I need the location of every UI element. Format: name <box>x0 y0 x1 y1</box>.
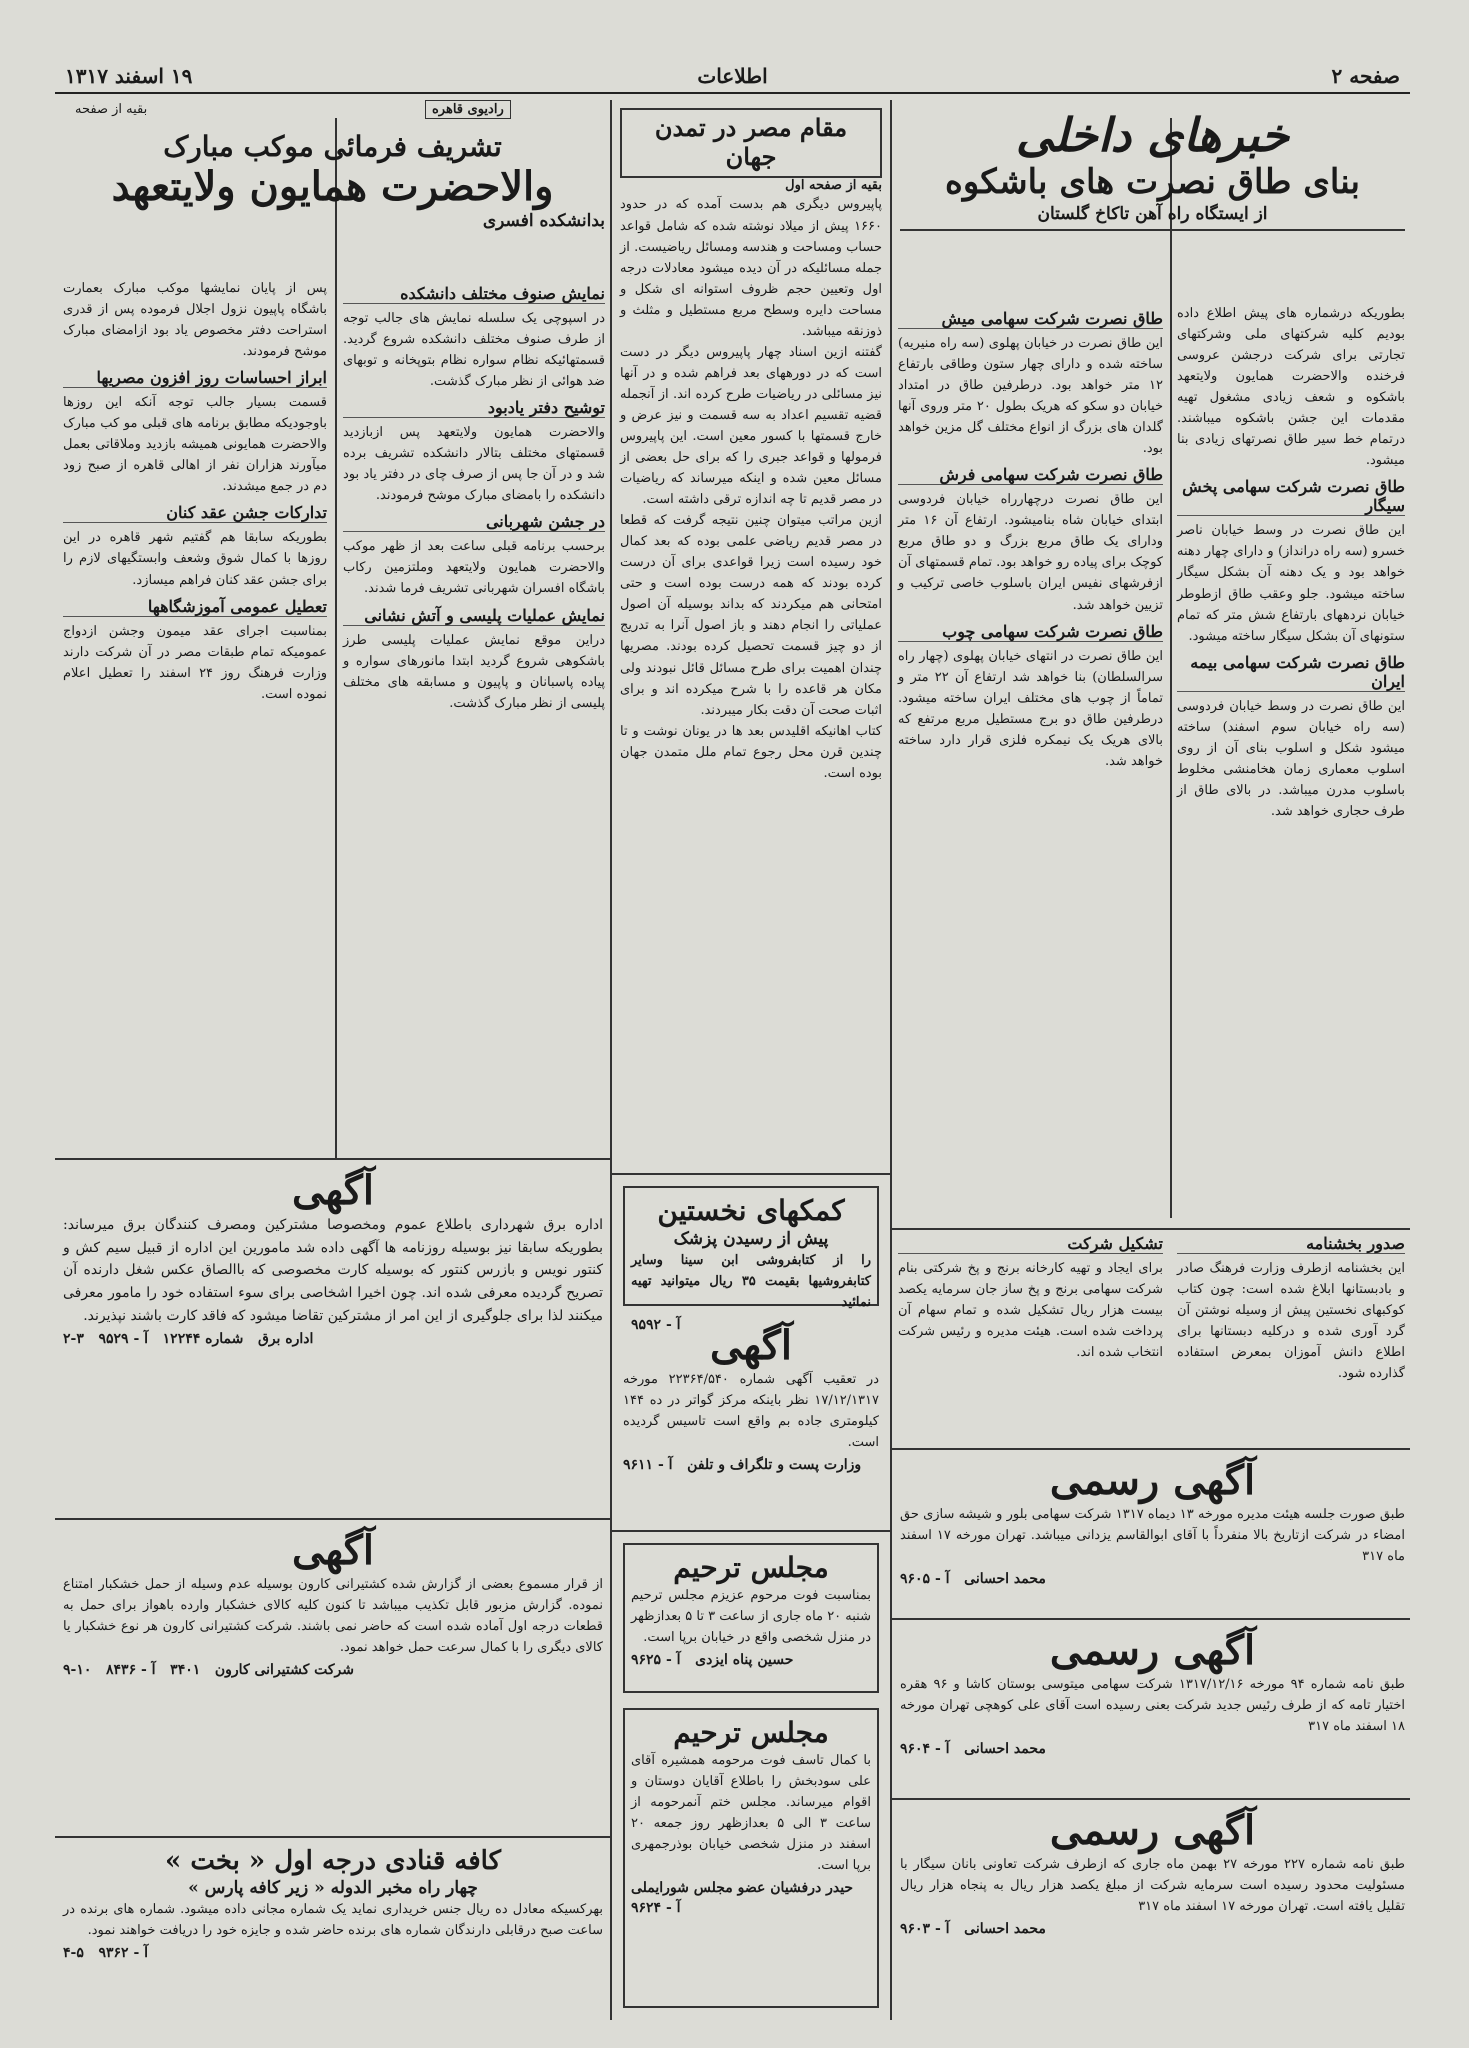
ad-body: از قرار مسموع بعضی از گزارش شده کشتیرانی کارون بوسیله عدم وسیله از حمل خشکبار امتناع نموده. گزارش مزبور قابل تکذیب میباشد تا کنون کلیه کالای خشکبار وارده باهواز برای حمل به قطعات درجه اول آماده شده است که حاضر نمی باشند. شرکت کشتیرانی کارون هر نوع خشکبار یا کالای دیگری را با کمال سرعت حمل خواهد نمود. <box>63 1577 603 1656</box>
ad-sequence: ۳-۲ <box>63 1331 84 1348</box>
section-body: این طاق نصرت در خیابان پهلوی (سه راه منیریه) ساخته شده و دارای چهار ستون وطاقی بارتفاع ۱۲ متر خواهد بود. درطرفین طاق در امتداد خیابان دو سکو که هریک بطول ۲۰ متر وروی آنها گلدان های بزرگ از انواع مختلف گل مزین خواهد بود. <box>898 336 1163 457</box>
article-left-a <box>343 278 605 1148</box>
notice-code: آ - ۹۶۰۴ <box>900 1741 950 1758</box>
ad-code: آ - ۹۵۹۲ <box>631 1316 681 1333</box>
ad-number: شماره ۱۲۲۴۴ <box>162 1331 244 1348</box>
ad-title: آگهی <box>292 1167 374 1214</box>
headline: مقام مصر در تمدن جهان <box>620 108 882 178</box>
notice-title: آگهی رسمی <box>1049 1457 1256 1504</box>
memorial-body: با کمال تاسف فوت مرحومه همشیره آقای علی سودبخش را باطلاع آقایان دوستان و اقوام میرساند. مجلس ختم آنمرحومه از ساعت ۳ الی ۵ بعدازظهر روز جمعه ۲۰ اسفند در منزل شخصی خیابان بوذرجمهری برپا است. <box>631 1752 871 1873</box>
notice-code: آ - ۹۶۰۵ <box>900 1571 950 1588</box>
issue-date: ۱۹ اسفند ۱۳۱۷ <box>65 64 193 88</box>
section-title: ابراز احساسات روز افزون مصریها <box>63 368 327 388</box>
book-title: کمکهای نخستین <box>657 1194 845 1227</box>
ad-code: آ - ۹۶۲۴ <box>631 1899 681 1916</box>
section-body: این طاق نصرت در وسط خیابان ناصر خسرو (سه راه درانداز) و دارای چهار دهنه خواهد بود و یک دهنه آن بشکل سیگار ساخته میشود. جلو وعقب طاق ازطوطر خیابان نردههای بارتفاع شش متر که تمام ستونهای آن بشکل سیگار ساخته میشود. <box>1177 523 1405 644</box>
section-title: نمایش صنوف مختلف دانشکده <box>343 284 605 304</box>
ad-code: آ - ۹۶۲۵ <box>631 1651 681 1668</box>
post-telegraph-notice <box>623 1323 879 1518</box>
notice-body: طبق نامه شماره ۹۴ مورخه ۱۳۱۷/۱۲/۱۶ شرکت سهامی میتوسی بوستان کاشا و ۹۶ هقره اختیار تامه که از طرف رئیس جدید شرکت بعنی رسیده است آقای علی کوهچی تهران مورخه ۱۸ اسفند ماه ۳۱۷ <box>900 1677 1405 1735</box>
notice-body: طبق نامه شماره ۲۲۷ مورخه ۲۷ بهمن ماه جاری که ازطرف شرکت تعاونی بانان سیگار با مسئولیت محدود رسیده است سرمایه شرکت از مبلغ یکصد هزار ریال به پنجاه هزار ریال تقلیل یافته است. تهران مورخه ۱۷ اسفند ماه ۳۱۷ <box>900 1857 1405 1915</box>
ad-number: ۳۴۰۱ <box>170 1662 201 1679</box>
official-notice-3 <box>900 1808 1405 2008</box>
notice-title: آگهی رسمی <box>1049 1627 1256 1674</box>
ad-signature: اداره برق <box>257 1331 314 1348</box>
section-title: طاق نصرت شرکت سهامی چوب <box>898 622 1163 642</box>
section-divider <box>890 1448 1410 1450</box>
book-author: پیش از رسیدن پزشک <box>673 1228 829 1249</box>
memorial-notice-1 <box>623 1543 879 1693</box>
section-body: در اسپوچی یک سلسله نمایش های جالب توجه از طرف صنوف مختلف دانشکده شروع گردید. قسمتهائیکه نظام سواره نظام بتوپخانه و توبهای ضد هوائی از نظر مبارک گذشت. <box>343 311 605 390</box>
memorial-title: مجلس ترحیم <box>673 1716 829 1749</box>
ad-code: آ - ۸۴۳۶ <box>106 1662 156 1679</box>
section-title: صدور بخشنامه <box>1177 1234 1405 1254</box>
cafe-address: چهار راه مخبر الدوله « زیر کافه پارس » <box>188 1878 478 1899</box>
official-notice-1 <box>900 1458 1405 1608</box>
page-number: صفحه ۲ <box>1331 64 1400 88</box>
article-intro: بطوریکه درشماره های پیش اطلاع داده بودیم کلیه شرکتهای ملی وشرکتهای تجارتی برای شرکت درجشن عروسی فرخنده والاحضرت همایون ولایتعهد باشکوه و شعف زیادی مشغول تهیه مقدمات این جشن باشکوه میباشند. درتمام خط سیر طاق نصرتهای زیادی بنا میشود. <box>1177 306 1405 469</box>
left-lead-header <box>60 130 605 270</box>
article-paragraph: ازین مراتب میتوان چنین نتیجه گرفت که قطعا در مصر قدیم ریاضی علمی بوده که بعد کمال خود رسیده است زیرا قواعدی برای آن درست کرده بودند که همه درست بوده است و حتی امتحانی هم میکردند که بداند بوسیله آن اصول عملیاتی را انجام دهند و باز اصول آنرا به تدریج از دو چیز قسمت تحصیل کرده بودند. مصریها چندان اهمیت برای طرح مسائل قائل نبودند ولی مکان هر قاعده را با شرح میکرده اند و برای اثبات صحت آن دقت بکار میبردند. <box>620 513 882 718</box>
notice-signature: محمد احسانی <box>964 1741 1046 1758</box>
section-title: طاق نصرت شرکت سهامی بیمه ایران <box>1177 653 1405 692</box>
memorial-signature: حیدر درفشیان عضو مجلس شورایملی <box>631 1879 854 1896</box>
article-right-b <box>898 303 1163 1213</box>
headline: والاحضرت همایون ولایتعهد <box>111 162 554 210</box>
section-body: بمناسبت اجرای عقد میمون وجشن ازدواج عمومیکه تمام طبقات مصر در آن شرکت دارند وزارت فرهنگ روز ۲۴ اسفند را تعطیل اعلام نموده است. <box>63 623 328 702</box>
section-body: بطوریکه سابقا هم گفتیم شهر قاهره در این روزها با کمال شوق وشعف وابستگیهای لازم را برای جشن عقد کنان فراهم میسازد. <box>63 530 327 588</box>
masthead <box>55 58 1410 94</box>
paper-name: اطلاعات <box>697 64 768 88</box>
notice-signature: محمد احسانی <box>964 1571 1046 1588</box>
book-advertisement <box>623 1186 879 1333</box>
section-body: این طاق نصرت درچهارراه خیابان فردوسی ابتدای خیابان شاه بنامیشود. ارتفاع آن ۱۶ متر ودارای یک طاق مربع بزرگ و دو طاق مربع کوچک برای پیاده رو خواهد بود. تمام قسمتهای آن ازفرشهای نفیس ایران باسلوب خاصی ترکیب و تزیین خواهد شد. <box>898 492 1163 613</box>
ad-title: آگهی <box>710 1322 792 1369</box>
memorial-body: بمناسبت فوت مرحوم عزیزم مجلس ترحیم شنبه ۲۰ ماه جاری از ساعت ۳ تا ۵ بعدازظهر در منزل شخصی واقع در خیابان برپا است. <box>631 1587 871 1645</box>
company-formation-notice <box>898 1228 1163 1438</box>
article-paragraph: گفتنه ازین اسناد چهار پاپیروس دیگر در دست است که در دورههای بعد فراهم شده و در آنها نیز مسائلی در ریاضیات طرح کرده اند. از آنجمله قضیه تقسیم اعداد به سه قسمت و نیز عرض و خارج قسمتها با کسور معین است. این پاپیروس فرمولها و قواعد جبری را که برای حل بعضی از مسائل معین شده و اینکه میرساند که ریاضیات در مصر قدیم تا چه اندازه ترقی داشته است. <box>620 344 882 508</box>
article-left-b <box>63 278 327 1148</box>
ad-signature: وزارت پست و تلگراف و تلفن <box>687 1457 862 1474</box>
notice-body: طبق صورت جلسه هیئت مدیره مورخه ۱۳ دیماه ۱۳۱۷ شرکت سهامی بلور و شیشه سازی حق امضاء در شرکت ازتاریخ بالا منفرداً با آقای ابوالقاسم یزدانی میباشد. تهران مورخه ۱۷ اسفند ماه ۳۱۷ <box>900 1507 1405 1565</box>
section-body: این طاق نصرت در انتهای خیابان پهلوی (چهار راه سرالسلطان) بنا خواهد شد ارتفاع آن ۲۲ متر و تماماً از چوب های مختلف ایران ساخته میشود. درطرفین طاق دو برج مستطیل مربع مرتفع که بالای هریک یک نیمکره فلزی قرار دارد ساخته خواهد شد. <box>898 648 1163 769</box>
section-title: تدارکات جشن عقد کنان <box>63 503 327 523</box>
section-body: قسمت بسیار جالب توجه آنکه این روزها باوجودیکه مطابق برنامه های قبلی مو کب مبارک والاحضرت همایونی همیشه بازدید وملاقاتی بعمل میآورند هزاران نفر از اهالی قاهره از صبح زود دم در جمع میشدند. <box>63 395 327 495</box>
section-title: تشکیل شرکت <box>898 1234 1163 1254</box>
column-rule <box>335 118 337 1158</box>
subhead: بدانشکده افسری <box>482 210 605 231</box>
article-intro: پس از پایان نمایشها موکب مبارک بعمارت باشگاه پاپیون نزول اجلال فرموده پس از قدری استراحت دفتر مخصوص یاد بود ازامضای مبارک موشح فرمودند. <box>63 281 327 360</box>
notice-signature: محمد احسانی <box>964 1921 1046 1938</box>
column-rule <box>610 100 612 2020</box>
headline: بنای طاق نصرت های باشکوه <box>945 162 1360 202</box>
section-title: طاق نصرت شرکت سهامی فرش <box>898 465 1163 485</box>
ad-body: اداره برق شهرداری باطلاع عموم ومخصوصا مشترکین ومصرف کنندگان برق میرساند: بطوریکه سابقا نیز بوسیله روزنامه ها آگهی داده شد مامورین این اداره از قبیل سیم کش و کنتور نویس و بازرس کنتور که بوسیله کارت مخصوصی که باالصاق عکس شغل دارنده آن تصریح گردیده معرفی شده اند. چون اخیرا اشخاصی برای سوء استفاده خود را مامور معرفی میکنند لذا برای جلوگیری از این امر از مشترکین تقاضا میشود که فاقد کارت باشند نپذیرند. <box>63 1217 603 1324</box>
book-body: را از کتابفروشی ابن سینا وسایر کتابفروشیها بقیمت ۳۵ ریال میتوانید تهیه نمائید <box>631 1252 871 1310</box>
official-notice-2 <box>900 1628 1405 1788</box>
memorial-signature: حسین پناه ایزدی <box>695 1651 794 1668</box>
memorial-title: مجلس ترحیم <box>673 1551 829 1584</box>
continued-tag: بقیه از صفحه <box>75 102 148 117</box>
section-divider <box>55 1158 610 1160</box>
column-rule <box>890 100 892 2020</box>
tag-radio: رادیوی قاهره <box>425 100 511 119</box>
section-body: این بخشنامه ازطرف وزارت فرهنگ صادر و بادبستانها ابلاغ شده است: چون کتاب کوکبهای نخستین پیش از وسیله نوشتن آن گرد آوری شده و درکلیه دبستانها برای اطلاع دانش آموزان بمعرض استفاده گذارده شود. <box>1177 1261 1405 1382</box>
section-body: دراین موقع نمایش عملیات پلیسی طرز باشکوهی شروع گردید ابتدا مانورهای سواره و پیاده پاسبانان و پاپیون و مسابقه های مختلف پلیسی از نظر مبارک گذشت. <box>343 632 605 711</box>
section-body: برای ایجاد و تهیه کارخانه برنج و پخ شرکتی بنام شرکت سهامی برنج و پخ ساز جان سرمایه یکصد بیست هزار ریال تشکیل شده و تمام سهام آن پرداخت شده است. هیئت مدیره و رئیس شرکت انتخاب شده اند. <box>898 1261 1163 1361</box>
article-paragraph: کتاب اهانیکه اقلیدس بعد ها در یونان نوشت و تا چندین قرن محل رجوع تمام ملل متمدن جهان بوده است. <box>620 723 882 781</box>
section-body: برحسب برنامه قبلی ساعت بعد از ظهر موکب والاحضرت همایون ولایتعهد وملتزمین رکاب باشگاه افسران شهربانی تشریف فرما شدند. <box>343 539 605 597</box>
section-divider <box>610 1173 890 1175</box>
section-divider <box>55 1836 610 1838</box>
notice-code: آ - ۹۶۰۳ <box>900 1921 950 1938</box>
kicker: تشریف فرمائی موکب مبارک <box>163 130 502 163</box>
article-middle <box>620 108 882 1168</box>
cafe-title: کافه قنادی درجه اول « بخت » <box>165 1846 501 1876</box>
electricity-office-notice <box>63 1168 603 1508</box>
article-paragraph: پاپیروس دیگری هم بدست آمده که در حدود ۱۶۶۰ پیش از میلاد نوشته شده که شامل قواعد حساب ومساحت و هندسه ومسائل ریاضیست. از جمله مسائلیکه در آن دیده میشود معادلات درجه اول وتعیین حجم ظروف استوانه ای شکل و مساحت دایره وسطح مربع مستطیل و مثلث و ذوزنقه میباشد. <box>620 197 882 339</box>
ad-code: آ - ۹۳۶۲ <box>98 1945 149 1962</box>
ad-code: آ - ۹۵۲۹ <box>98 1331 149 1348</box>
section-title: توشیح دفتر یادبود <box>343 398 605 418</box>
section-title: در جشن شهربانی <box>343 512 605 532</box>
karun-shipping-notice <box>63 1528 603 1828</box>
section-body: این طاق نصرت در وسط خیابان فردوسی (سه راه خیابان سوم اسفند) ساخته میشود شکل و اسلوب بنای آن از روی اسلوب معماری زمان هخامنشی مخلوط باسلوب مدرن میباشد. در بالای طاق از طرف حجاری خواهد شد. <box>1177 698 1405 819</box>
ad-sequence: ۵-۴ <box>63 1945 84 1962</box>
article-right-a <box>1177 303 1405 1213</box>
section-title: نمایش عملیات پلیسی و آتش نشانی <box>343 606 605 626</box>
section-kicker: خبرهای داخلی <box>1015 108 1290 162</box>
subhead: از ایستگاه راه آهن تاکاخ گلستان <box>900 203 1405 231</box>
continued-note: بقیه از صفحه اول <box>785 177 882 193</box>
section-title: طاق نصرت شرکت سهامی پخش سیگار <box>1177 477 1405 516</box>
section-divider <box>890 1618 1410 1620</box>
ad-title: آگهی <box>292 1527 374 1574</box>
section-divider <box>610 1530 890 1532</box>
ad-sequence: ۱۰-۹ <box>63 1662 92 1679</box>
section-body: والاحضرت همایون ولایتعهد پس ازبازدید قسمتهای مختلف بتالار دانشکده تشریف برده شد و در آن جا پس از صرف چای در دفتر یاد بود دانشکده را بامضای مبارک موشح فرمودند. <box>343 425 605 504</box>
circular-notice <box>1177 1228 1405 1438</box>
ad-body: در تعقیب آگهی شماره ۲۲۳۶۴/۵۴۰ مورخه ۱۷/۱۲/۱۳۱۷ نظر باینکه مرکز گواتر در ده ۱۴۴ کیلومتری جاده بم واقع است تاسیس گردیده است. <box>623 1372 879 1451</box>
section-title: تعطیل عمومی آموزشگاهها <box>63 597 327 617</box>
cafe-advertisement <box>63 1846 603 2006</box>
section-divider <box>55 1518 610 1520</box>
ad-code: آ - ۹۶۱۱ <box>623 1457 673 1474</box>
ad-signature: شرکت کشتیرانی کارون <box>214 1662 355 1679</box>
cafe-body: بهرکسیکه معادل ده ریال جنس خریداری نماید یک شماره مجانی داده میشود. شماره های برنده در ساعت صبح درقابلی دارندگان شماره های برنده حاضر شده و جایزه خود را دریافت خواهند نمود. <box>63 1902 603 1939</box>
domestic-news-header <box>900 108 1405 288</box>
memorial-notice-2 <box>623 1708 879 2008</box>
notice-title: آگهی رسمی <box>1049 1807 1256 1854</box>
newspaper-page <box>55 58 1410 2028</box>
section-title: طاق نصرت شرکت سهامی میش <box>898 309 1163 329</box>
section-divider <box>890 1798 1410 1800</box>
